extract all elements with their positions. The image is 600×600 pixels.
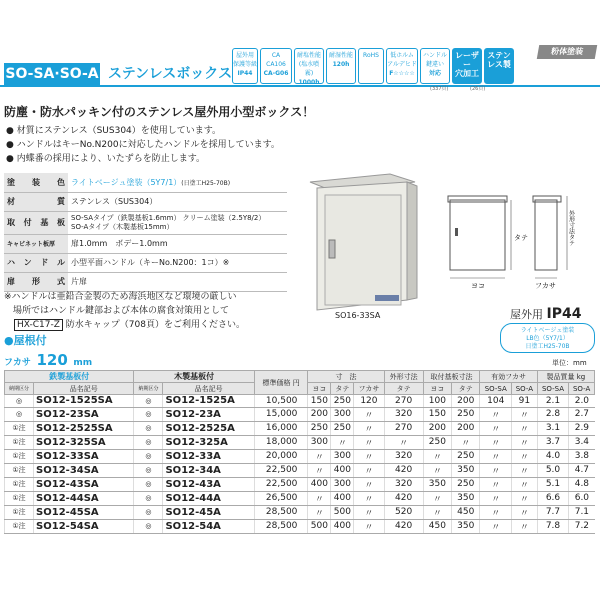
spec-key: 取付基板 xyxy=(4,211,68,234)
table-cell: ①注 xyxy=(5,505,34,519)
note-line-2: 場所ではハンドル鍵部および本体の腐食対策用として xyxy=(4,306,230,316)
table-cell: 〃 xyxy=(354,435,384,449)
table-cell: 270 xyxy=(384,395,423,408)
table-cell: 2.8 xyxy=(537,407,569,421)
part-number: SO12-2525A xyxy=(163,421,254,435)
th-dims: 寸 法 xyxy=(308,371,384,383)
part-number: SO12-23SA xyxy=(34,407,134,421)
th-std: 納期区分 xyxy=(5,383,34,395)
table-cell: 2.1 xyxy=(537,395,569,408)
spec-row xyxy=(4,192,287,211)
color-note-1: ライトベージュ塗装 xyxy=(520,327,575,334)
badge-line: レーザー xyxy=(455,51,479,69)
table-cell: 〃 xyxy=(480,407,512,421)
th-eff: 有効フカサ xyxy=(480,371,537,383)
spec-value-2: SO-Aタイプ（木製基板15mm） xyxy=(71,222,174,231)
table-cell: 320 xyxy=(384,449,423,463)
table-cell: ◎ xyxy=(5,407,34,421)
th-price: 標準価格 円 xyxy=(254,371,308,395)
part-number: SO12-23A xyxy=(163,407,254,421)
table-cell: 300 xyxy=(331,477,354,491)
th-sub: ヨコ xyxy=(423,383,451,395)
spec-row xyxy=(4,253,287,272)
part-number: SO12-34SA xyxy=(34,463,134,477)
table-cell: 〃 xyxy=(480,491,512,505)
badge-line: 屋外用 xyxy=(235,52,254,59)
table-cell: ①注 xyxy=(5,435,34,449)
table-cell: 3.1 xyxy=(537,421,569,435)
badge-line: 穴加工 xyxy=(455,69,479,78)
table-cell: ①注 xyxy=(5,491,34,505)
feature-badge xyxy=(386,48,418,84)
th-sub: タテ xyxy=(452,383,480,395)
table-cell: ◎ xyxy=(134,519,163,533)
part-number: SO12-34A xyxy=(163,463,254,477)
badge-line: 耐塩性能 xyxy=(296,52,321,59)
depth-label xyxy=(4,350,92,369)
table-cell: 〃 xyxy=(354,505,384,519)
note-line-3 xyxy=(14,317,245,330)
part-number: SO12-43SA xyxy=(34,477,134,491)
th-wood: 木製基板付 xyxy=(134,371,254,383)
table-cell: 200 xyxy=(308,407,331,421)
table-cell: 400 xyxy=(331,491,354,505)
table-cell: 200 xyxy=(423,421,451,435)
table-cell: 7.2 xyxy=(569,519,595,533)
table-cell: 3.7 xyxy=(537,435,569,449)
table-cell: 350 xyxy=(452,519,480,533)
dimension-drawing xyxy=(448,196,567,278)
table-cell: 7.7 xyxy=(537,505,569,519)
table-cell: 〃 xyxy=(308,491,331,505)
table-cell: 10,500 xyxy=(254,395,308,408)
badge-line: ステン xyxy=(487,51,511,60)
table-row xyxy=(5,395,595,408)
table-cell: 〃 xyxy=(354,477,384,491)
table-cell: 250 xyxy=(452,477,480,491)
part-number: SO12-325SA xyxy=(34,435,134,449)
table-cell: 〃 xyxy=(423,449,451,463)
th-part: 品名記号 xyxy=(34,383,134,395)
feature-badge xyxy=(358,48,384,84)
dim-fukasa: フカサ xyxy=(535,282,556,290)
table-cell: 400 xyxy=(308,477,331,491)
table-cell: 28,500 xyxy=(254,519,308,533)
th-sub: タテ xyxy=(384,383,423,395)
table-row xyxy=(5,407,595,421)
badge-line: レス製 xyxy=(487,60,511,69)
feature-badge xyxy=(452,48,482,84)
table-row xyxy=(5,519,595,533)
table-cell: 〃 xyxy=(354,449,384,463)
box-photo xyxy=(310,174,417,310)
table-cell: 〃 xyxy=(452,435,480,449)
table-cell: 500 xyxy=(331,505,354,519)
table-row xyxy=(5,505,595,519)
table-cell: 250 xyxy=(423,435,451,449)
bullet-3: ● 内蝶番の採用により、いたずらを防止します。 xyxy=(6,154,205,164)
table-cell: 28,500 xyxy=(254,505,308,519)
table-cell: 〃 xyxy=(512,449,538,463)
product-table xyxy=(4,370,595,534)
table-cell: ①注 xyxy=(5,519,34,533)
badge-line: 保護等級 xyxy=(233,61,258,68)
th-sub: ヨコ xyxy=(308,383,331,395)
depth-unit: mm xyxy=(73,358,93,368)
dim-tate: タテ xyxy=(514,234,528,242)
spec-value: 小型平面ハンドル（キーNo.N200：1コ）※ xyxy=(68,253,287,272)
table-cell: 250 xyxy=(331,395,354,408)
product-name: ステンレスボックス xyxy=(108,66,233,82)
badge-line: ハンドル xyxy=(422,52,447,59)
depth-value: 120 xyxy=(36,351,68,369)
feature-badge xyxy=(260,48,292,84)
badge-line: 耐湿性能 xyxy=(328,52,353,59)
table-cell: 〃 xyxy=(354,463,384,477)
th-sub: タテ xyxy=(331,383,354,395)
table-cell: 〃 xyxy=(331,435,354,449)
ip-rating: IP44 xyxy=(546,306,582,322)
th-weight: 製品質量 kg xyxy=(537,371,594,383)
table-cell: 350 xyxy=(452,491,480,505)
unit-note: 単位：mm xyxy=(552,359,587,367)
table-cell: 〃 xyxy=(354,519,384,533)
table-cell: 〃 xyxy=(480,435,512,449)
table-cell: 6.0 xyxy=(569,491,595,505)
table-cell: 150 xyxy=(308,395,331,408)
table-cell: 22,500 xyxy=(254,463,308,477)
badge-line: CA xyxy=(271,52,281,59)
table-row xyxy=(5,491,595,505)
table-cell: 15,000 xyxy=(254,407,308,421)
table-cell: ◎ xyxy=(134,421,163,435)
table-cell: 320 xyxy=(384,407,423,421)
table-cell: ◎ xyxy=(134,463,163,477)
table-cell: ①注 xyxy=(5,477,34,491)
badge-line: 低ホルム xyxy=(390,52,414,59)
table-cell: 250 xyxy=(308,421,331,435)
spec-table xyxy=(4,173,287,292)
th-steel: 鉄製基板付 xyxy=(5,371,134,383)
badge-line: 鍵違い xyxy=(425,61,444,68)
badge-line: 対応 xyxy=(428,70,441,77)
table-cell: 270 xyxy=(384,421,423,435)
badge-line: 120h xyxy=(332,61,350,68)
note-text: 防水キャップ（708頁）をご利用ください。 xyxy=(65,320,245,330)
bullet-2: ● ハンドルはキーNo.N200に対応したハンドルを採用しています。 xyxy=(6,140,280,150)
th-part: 品名記号 xyxy=(163,383,254,395)
coating-tag: 粉体塗装 xyxy=(537,45,597,59)
table-cell: 〃 xyxy=(512,491,538,505)
table-row xyxy=(5,477,595,491)
table-cell: 5.1 xyxy=(537,477,569,491)
part-number: SO12-54A xyxy=(163,519,254,533)
th-outer: 外形寸法 xyxy=(384,371,423,383)
table-cell: 450 xyxy=(452,505,480,519)
table-cell: 520 xyxy=(384,505,423,519)
table-cell: 4.0 xyxy=(537,449,569,463)
table-cell: 〃 xyxy=(308,505,331,519)
spec-row xyxy=(4,234,287,253)
table-cell: 350 xyxy=(452,463,480,477)
table-cell: 〃 xyxy=(354,407,384,421)
th-sub: SO-SA xyxy=(480,383,512,395)
th-sub: SO-A xyxy=(512,383,538,395)
feature-badge xyxy=(294,48,324,84)
table-cell: ◎ xyxy=(134,477,163,491)
part-number: SO12-43A xyxy=(163,477,254,491)
table-cell: 7.8 xyxy=(537,519,569,533)
spec-key: ハンドル xyxy=(4,253,68,272)
table-cell: 〃 xyxy=(480,463,512,477)
color-note-3: 日塗工H25-70B xyxy=(525,343,570,350)
series-name: SO-SA·SO-A xyxy=(4,63,100,85)
part-number: SO12-44A xyxy=(163,491,254,505)
table-cell: 26,500 xyxy=(254,491,308,505)
spec-key: 扉形式 xyxy=(4,272,68,291)
table-cell: 3.4 xyxy=(569,435,595,449)
table-cell: 〃 xyxy=(512,477,538,491)
badge-line: CA-G06 xyxy=(263,70,289,77)
table-cell: 104 xyxy=(480,395,512,408)
part-number: SO12-33SA xyxy=(34,449,134,463)
table-cell: ◎ xyxy=(134,407,163,421)
feature-badge xyxy=(232,48,258,84)
table-cell: 400 xyxy=(331,519,354,533)
table-cell: 420 xyxy=(384,491,423,505)
table-header-row xyxy=(5,371,595,383)
table-cell: 〃 xyxy=(512,407,538,421)
badge-line: F☆☆☆☆ xyxy=(389,70,415,77)
feature-badge xyxy=(326,48,356,84)
th-std: 納期区分 xyxy=(134,383,163,395)
color-note-2: LB色（5Y7/1） xyxy=(526,335,569,342)
table-row xyxy=(5,435,595,449)
table-cell: 100 xyxy=(423,395,451,408)
table-cell: 18,000 xyxy=(254,435,308,449)
table-cell: 500 xyxy=(308,519,331,533)
table-cell: 22,500 xyxy=(254,477,308,491)
table-cell: 〃 xyxy=(480,519,512,533)
badge-line: IP44 xyxy=(237,70,253,77)
table-cell: ①注 xyxy=(5,421,34,435)
spec-row xyxy=(4,173,287,192)
table-cell: ◎ xyxy=(134,395,163,408)
table-cell: ◎ xyxy=(134,491,163,505)
table-cell: 〃 xyxy=(512,505,538,519)
table-cell: 120 xyxy=(354,395,384,408)
badge-line: 1000h xyxy=(298,79,320,86)
table-cell: ①注 xyxy=(5,449,34,463)
table-cell: 2.7 xyxy=(569,407,595,421)
table-cell: ①注 xyxy=(5,463,34,477)
table-cell: 320 xyxy=(384,477,423,491)
table-cell: 420 xyxy=(384,519,423,533)
table-cell: 450 xyxy=(423,519,451,533)
badge-ref-a: (337頁) xyxy=(430,86,449,92)
table-cell: 20,000 xyxy=(254,449,308,463)
table-cell: 〃 xyxy=(480,421,512,435)
table-cell: 〃 xyxy=(423,463,451,477)
table-cell: 〃 xyxy=(354,491,384,505)
table-row xyxy=(5,463,595,477)
table-cell: 〃 xyxy=(384,435,423,449)
table-cell: 300 xyxy=(331,449,354,463)
table-cell: 〃 xyxy=(354,421,384,435)
headline: 防塵・防水パッキン付のステンレス屋外用小型ボックス！ xyxy=(4,105,315,119)
outdoor-badge xyxy=(510,306,581,322)
table-cell: 400 xyxy=(331,463,354,477)
table-cell: 2.0 xyxy=(569,395,595,408)
spec-key: 材質 xyxy=(4,192,68,211)
part-number: SO12-44SA xyxy=(34,491,134,505)
table-cell: 4.8 xyxy=(569,477,595,491)
part-number: SO12-45SA xyxy=(34,505,134,519)
color-note xyxy=(500,323,595,353)
table-cell: 250 xyxy=(452,407,480,421)
table-cell: ◎ xyxy=(134,435,163,449)
feature-badge xyxy=(420,48,450,84)
table-cell: 150 xyxy=(423,407,451,421)
table-cell: 16,000 xyxy=(254,421,308,435)
table-cell: 〃 xyxy=(480,505,512,519)
table-cell: 2.9 xyxy=(569,421,595,435)
spec-value: ステンレス（SUS304） xyxy=(68,192,287,211)
table-cell: 〃 xyxy=(423,505,451,519)
spec-value: 片扉 xyxy=(68,272,287,291)
badge-line: CA106 xyxy=(266,61,286,68)
badge-line: アルデヒド xyxy=(387,61,417,68)
table-cell: 〃 xyxy=(512,519,538,533)
badge-line: (塩水噴霧) xyxy=(298,61,320,77)
drawing-caption: SO16-33SA xyxy=(335,311,381,320)
bullet-1: ● 材質にステンレス（SUS304）を使用しています。 xyxy=(6,126,222,136)
table-cell: 〃 xyxy=(512,421,538,435)
part-number: SO12-325A xyxy=(163,435,254,449)
table-cell: 200 xyxy=(452,395,480,408)
feature-badge xyxy=(484,48,514,84)
table-cell: 300 xyxy=(331,407,354,421)
table-row xyxy=(5,449,595,463)
table-cell: ◎ xyxy=(134,449,163,463)
note-code: HX-C17-Z xyxy=(14,319,63,331)
th-mount: 取付基板寸法 xyxy=(423,371,480,383)
depth-key: フカサ xyxy=(4,358,31,368)
table-cell: 250 xyxy=(331,421,354,435)
spec-key: 塗装色 xyxy=(4,173,68,192)
table-cell: 〃 xyxy=(512,435,538,449)
table-cell: 7.1 xyxy=(569,505,595,519)
table-cell: 250 xyxy=(452,449,480,463)
table-row xyxy=(5,421,595,435)
th-sub: SO-SA xyxy=(537,383,569,395)
dim-outer: 外形寸法タテ xyxy=(567,210,575,246)
part-number: SO12-2525SA xyxy=(34,421,134,435)
outdoor-label: 屋外用 xyxy=(510,308,543,321)
part-number: SO12-1525A xyxy=(163,395,254,408)
table-cell: 5.0 xyxy=(537,463,569,477)
table-cell: 〃 xyxy=(308,449,331,463)
table-cell: ◎ xyxy=(5,395,34,408)
table-cell: 〃 xyxy=(423,491,451,505)
table-cell: 〃 xyxy=(308,463,331,477)
part-number: SO12-54SA xyxy=(34,519,134,533)
table-cell: 6.6 xyxy=(537,491,569,505)
spec-row xyxy=(4,211,287,234)
note-line-1: ※ハンドルは亜鉛合金製のため海浜地区など環境の厳しい xyxy=(4,292,237,302)
table-cell: 200 xyxy=(452,421,480,435)
dim-yoko: ヨコ xyxy=(471,282,485,290)
table-cell: 300 xyxy=(308,435,331,449)
table-cell: ◎ xyxy=(134,505,163,519)
table-cell: 〃 xyxy=(480,449,512,463)
part-number: SO12-45A xyxy=(163,505,254,519)
spec-value: ライトベージュ塗装（5Y7/1） xyxy=(71,177,182,187)
spec-sub: (日塗工H25-70B) xyxy=(181,179,231,187)
spec-value: 扉1.0mm ボデー1.0mm xyxy=(68,234,287,253)
spec-value: SO-SAタイプ（鉄製基板1.6mm） クリーム塗装（2.5Y8/2） xyxy=(71,213,266,222)
badge-ref-b: (26頁) xyxy=(470,86,486,92)
part-number: SO12-1525SA xyxy=(34,395,134,408)
table-cell: 420 xyxy=(384,463,423,477)
table-cell: 〃 xyxy=(512,463,538,477)
table-cell: 〃 xyxy=(480,477,512,491)
table-cell: 3.8 xyxy=(569,449,595,463)
table-cell: 4.7 xyxy=(569,463,595,477)
table-cell: 350 xyxy=(423,477,451,491)
th-sub: フカサ xyxy=(354,383,384,395)
th-sub: SO-A xyxy=(569,383,595,395)
table-cell: 91 xyxy=(512,395,538,408)
part-number: SO12-33A xyxy=(163,449,254,463)
badge-line: RoHS xyxy=(363,52,379,59)
section-title: ●屋根付 xyxy=(4,334,47,347)
spec-key: キャビネット板厚 xyxy=(4,234,68,253)
